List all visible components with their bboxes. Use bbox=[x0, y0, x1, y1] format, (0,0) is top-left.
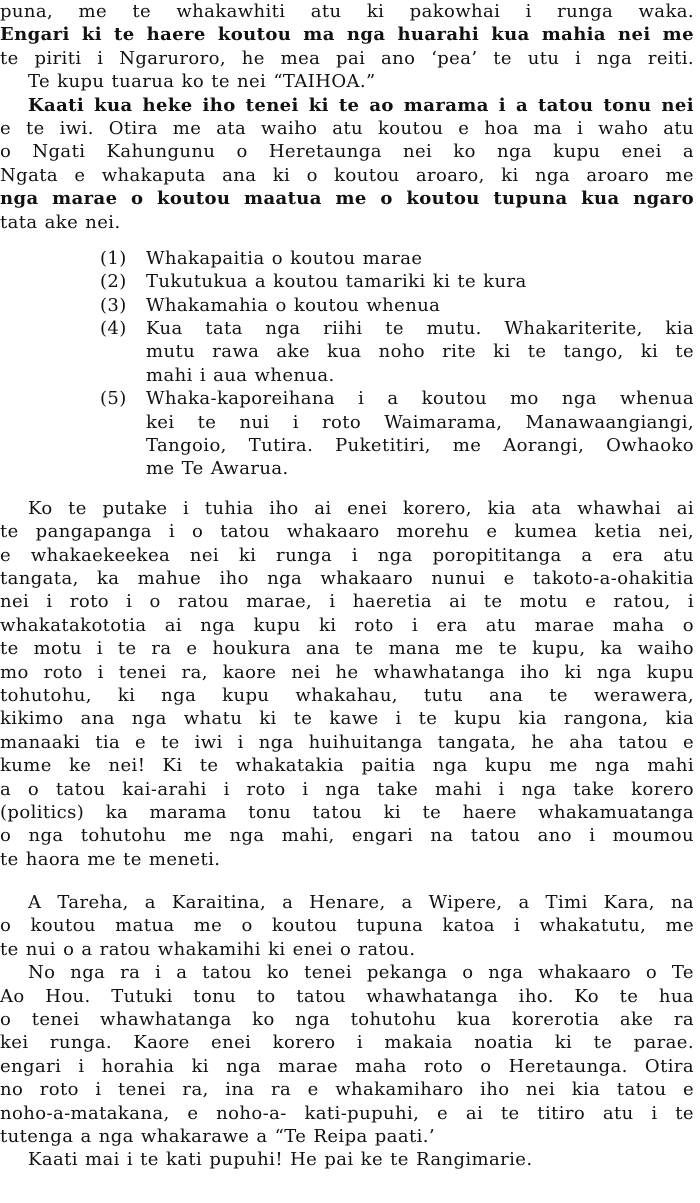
text-line: o koutou matua me o koutou tupuna katoa i whakatutu, me bbox=[0, 915, 694, 937]
paragraph-6 bbox=[0, 1148, 694, 1171]
paragraph-3 bbox=[0, 497, 694, 871]
text-line: puna, me te whakawhiti atu ki pakowhai i runga waka. bbox=[0, 1, 694, 22]
text-line: whakatakototia ai nga kupu ki roto i era atu marae maha o bbox=[0, 614, 694, 636]
text-line: o nga tohutohu me nga mahi, engari na tatou ano i moumou bbox=[0, 825, 694, 847]
text-line: Kaati kua heke iho tenei ki te ao marama i a tatou tonu nei bbox=[28, 94, 694, 116]
list-number: (3) bbox=[100, 294, 127, 316]
text-line: Engari ki te haere koutou ma nga huarahi kua mahia nei me bbox=[0, 24, 694, 46]
text-line: noho-a-matakana, e noho-a- kati-pupuhi, e ai te titiro atu i te bbox=[0, 1102, 694, 1124]
list-item-text: Whaka-kaporeihana i a koutou mo nga whenua bbox=[146, 388, 694, 410]
list-item bbox=[100, 247, 694, 270]
text-line: engari i horahia ki nga marae maha roto o Heretaunga. Otira bbox=[0, 1055, 694, 1077]
text-line: tutenga a nga whakarawe a “Te Reipa paati.’ bbox=[0, 1125, 435, 1147]
text-line: Ko te putake i tuhia iho ai enei korero, kia ata whawhai ai bbox=[28, 497, 694, 519]
text-line: Ao Hou. Tutuki tonu to tatou whawhatanga iho. Ko te hua bbox=[0, 985, 694, 1007]
text-line: (politics) ka marama tonu tatou ki te haere whakamuatanga bbox=[0, 801, 694, 823]
text-line: o tenei whawhatanga ko nga tohutohu kua korerotia ake ra bbox=[0, 1009, 694, 1031]
paragraph-1 bbox=[0, 0, 694, 94]
list-number: (1) bbox=[100, 247, 127, 269]
text-line: tata ake nei. bbox=[0, 211, 121, 233]
list-item-text: me Te Awarua. bbox=[146, 458, 289, 480]
text-line: nga marae o koutou maatua me o koutou tupuna kua ngaro bbox=[0, 188, 694, 210]
list-number: (2) bbox=[100, 271, 127, 293]
text-line: te haora me te meneti. bbox=[0, 848, 221, 870]
text-line: te motu i te ra e houkura ana te mana me te kupu, ka waiho bbox=[0, 638, 694, 660]
list-item bbox=[100, 317, 694, 387]
text-line: kei runga. Kaore enei korero i makaia noatia ki te parae. bbox=[0, 1032, 694, 1054]
text-line: te pangapanga i o tatou whakaaro morehu e kumea ketia nei, bbox=[0, 521, 694, 543]
list-item-text: kei te nui i roto Waimarama, Manawaangiangi, bbox=[146, 411, 694, 433]
list-item-text: Tangoio, Tutira. Puketitiri, me Aorangi, Owhaoko bbox=[146, 435, 694, 457]
paragraph-4 bbox=[0, 891, 694, 961]
text-line: kikimo ana nga whatu ki te kawe i te kupu kia rangona, kia bbox=[0, 708, 694, 730]
text-line: tohutohu, ki nga kupu whakahau, tutu ana te werawera, bbox=[0, 684, 694, 706]
text-line: e whakaekeekea nei ki runga i nga poropititanga a era atu bbox=[0, 544, 694, 566]
list-item bbox=[100, 294, 694, 317]
paragraph-2 bbox=[0, 94, 694, 234]
text-line: kume ke nei! Ki te whakatakia paitia nga kupu me nga mahi bbox=[0, 755, 694, 777]
list-item-text: mahi i aua whenua. bbox=[146, 364, 335, 386]
paragraph-5 bbox=[0, 961, 694, 1148]
text-line: tangata, ka mahue iho nga whakaaro nunui e takoto-a-ohakitia bbox=[0, 567, 694, 589]
numbered-list bbox=[100, 247, 694, 481]
text-line: Te kupu tuarua ko te nei “TAIHOA.” bbox=[28, 71, 376, 93]
text-line: no roto i tenei ra, ina ra e whakamiharo iho nei kia tatou e bbox=[0, 1079, 694, 1101]
text-line: te nui o a ratou whakamihi ki enei o ratou. bbox=[0, 938, 416, 960]
text-line: nei i roto i o ratou marae, i haeretia ai te motu e ratou, i bbox=[0, 591, 694, 613]
list-item-text: Whakamahia o koutou whenua bbox=[146, 294, 441, 316]
text-line: No nga ra i a tatou ko tenei pekanga o nga whakaaro o Te bbox=[28, 962, 694, 984]
text-line: te piriti i Ngaruroro, he mea pai ano ‘pea’ te utu i nga reiti. bbox=[0, 47, 694, 69]
list-number: (5) bbox=[100, 388, 127, 410]
text-line: a o tatou kai-arahi i roto i nga take mahi i nga take korero bbox=[0, 778, 694, 800]
text-line: mo roto i tenei ra, kaore nei he whawhatanga iho ki nga kupu bbox=[0, 661, 694, 683]
list-item-text: Tukutukua a koutou tamariki ki te kura bbox=[146, 271, 527, 293]
text-line: o Ngati Kahungunu o Heretaunga nei ko nga kupu enei a bbox=[0, 141, 694, 163]
list-item-text: mutu rawa ake kua noho rite ki te tango, ki te bbox=[146, 341, 694, 363]
list-item bbox=[100, 387, 694, 481]
text-line: e te iwi. Otira me ata waiho atu koutou e hoa ma i waho atu bbox=[0, 117, 694, 139]
list-item-text: Kua tata nga riihi te mutu. Whakariterite, kia bbox=[146, 318, 694, 340]
text-line: Kaati mai i te kati pupuhi! He pai ke te Rangimarie. bbox=[28, 1149, 533, 1171]
text-line: Ngata e whakaputa ana ki o koutou aroaro, ki nga aroaro me bbox=[0, 164, 694, 186]
text-line: A Tareha, a Karaitina, a Henare, a Wipere, a Timi Kara, na bbox=[28, 892, 694, 914]
list-number: (4) bbox=[100, 318, 127, 340]
list-item-text: Whakapaitia o koutou marae bbox=[146, 247, 423, 269]
list-item bbox=[100, 270, 694, 293]
text-line: manaaki tia e te iwi i nga huihuitanga tangata, he aha tatou e bbox=[0, 731, 694, 753]
